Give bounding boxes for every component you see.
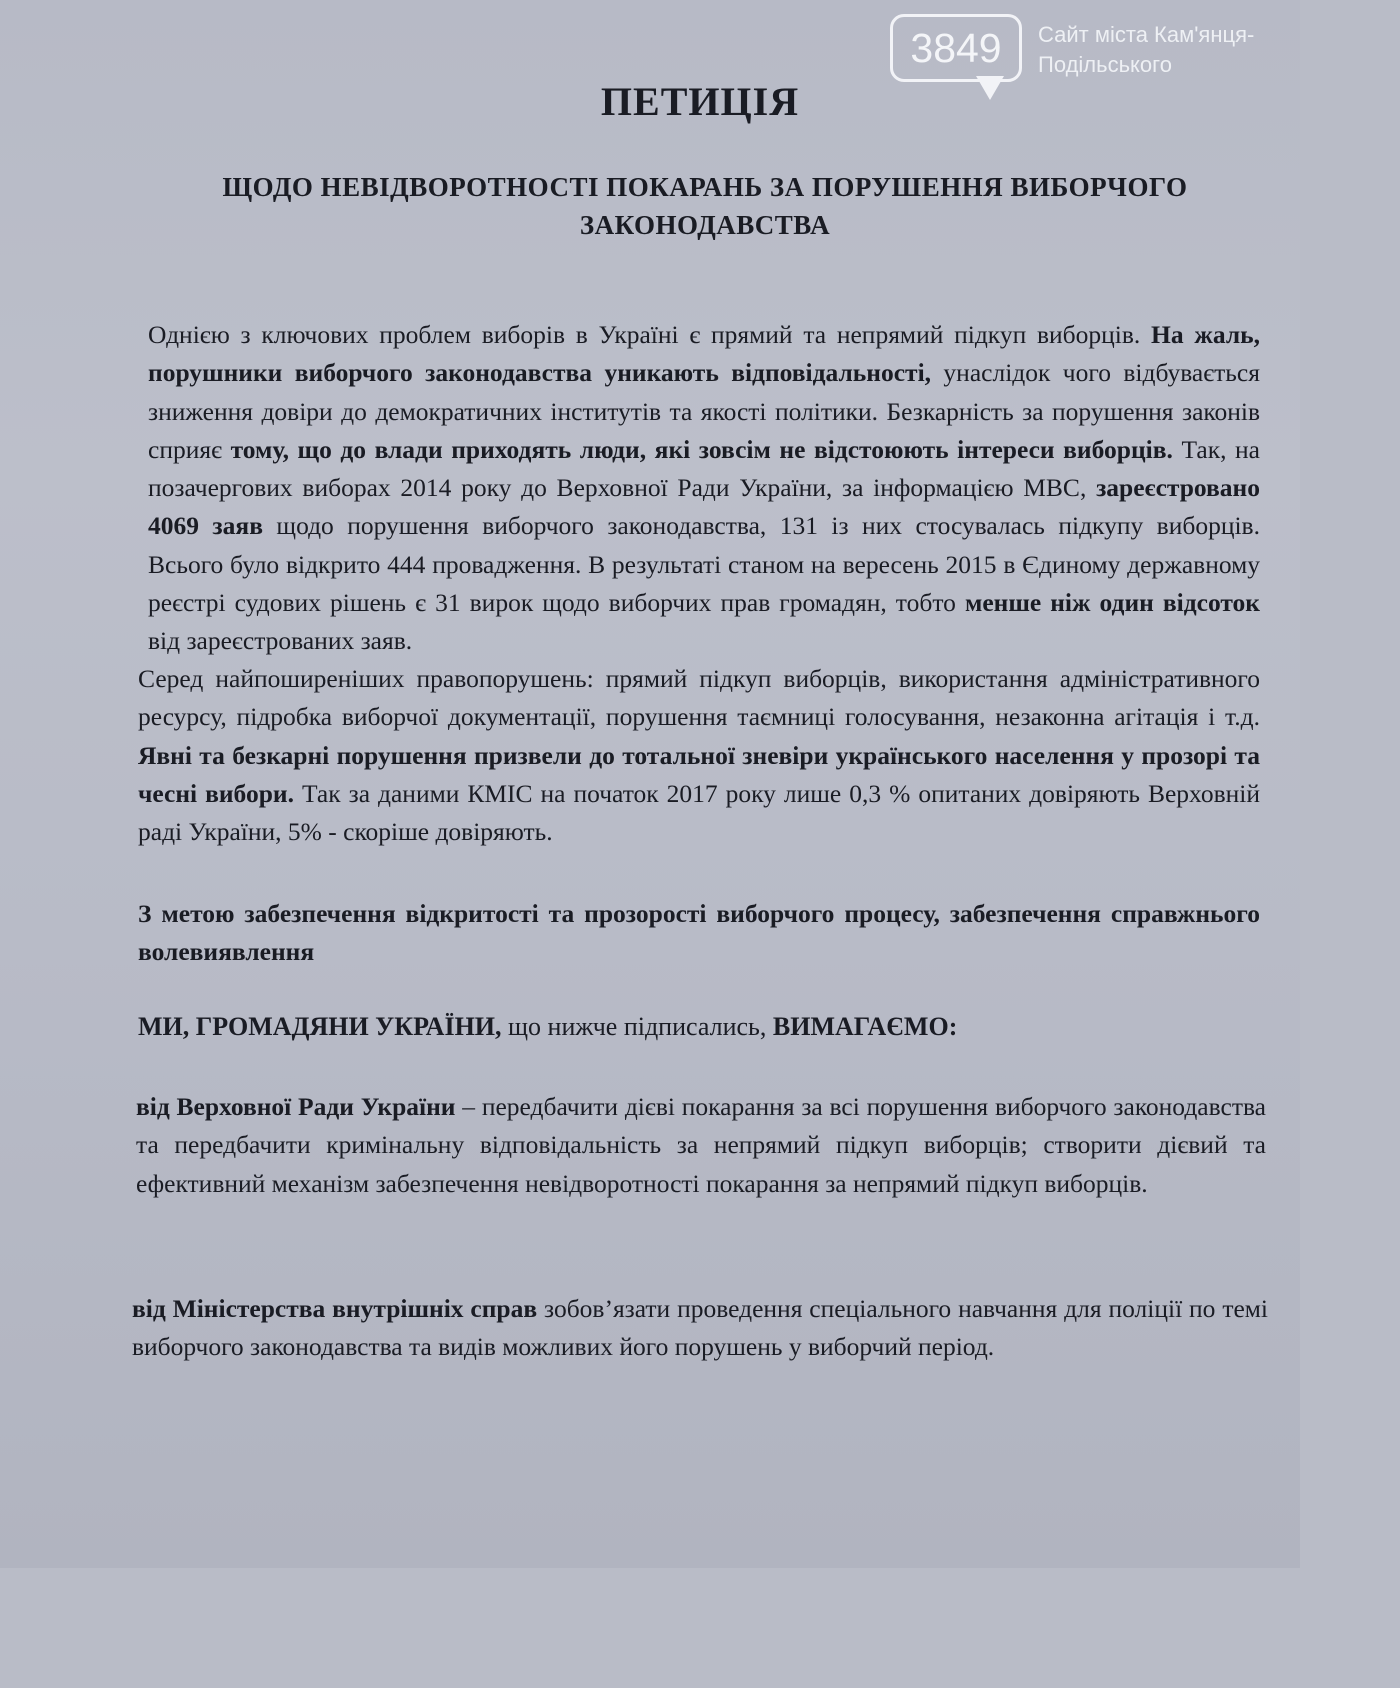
text-run: що нижче підписались, <box>501 1012 773 1041</box>
speech-bubble-logo-icon <box>890 14 1022 82</box>
text-run: щодо порушення виборчого законодавства, 131 із них стосувалась підкупу виборців. Всього було відкрито 444 провадження. В результаті станом на вересень 2015 в Єдиному державному реєстрі судових рішень є 31 вирок щодо виборчих прав громадян, тобто <box>148 511 1260 618</box>
text-run-bold: менше ніж один відсоток <box>964 588 1261 618</box>
text-run-bold: МИ, ГРОМАДЯНИ УКРАЇНИ, <box>138 1012 502 1041</box>
text-run: зобов’язати проведення спеціального навчання для поліції по темі виборчого законодавства та видів можливих його порушень у виборчий період. <box>132 1294 1268 1362</box>
text-run: від зареєстрованих заяв. <box>148 626 413 656</box>
text-run-bold: тому, що до влади приходять люди, які зовсім не відстоюють інтереси виборців. <box>230 434 1173 464</box>
text-run: Серед найпоширеніших правопорушень: прямий підкуп виборців, використання адміністративного ресурсу, підробка виборчої документації, порушення таємниці голосування, незаконна агітація і т.д. <box>138 664 1260 732</box>
text-run: унаслідок чого відбувається зниження довіри до демократичних інститутів та якості політики. Безкарність за порушення законів сприяє <box>148 358 1260 464</box>
text-run-bold: На жаль, порушники виборчого законодавства уникають відповідальності, <box>148 320 1260 388</box>
text-run-bold: З метою забезпечення відкритості та прозорості виборчого процесу, забезпечення справжнього волевиявлення <box>138 899 1260 967</box>
watermark-site-text: Сайт міста Кам'янця-Подільського <box>1038 22 1255 77</box>
paragraph-demand-parliament <box>66 1088 1266 1203</box>
text-run-bold: від Міністерства внутрішніх справ <box>132 1294 538 1323</box>
logo-number: 3849 <box>910 25 1002 71</box>
demand-heading <box>138 1008 1238 1046</box>
page-title: ПЕТИЦІЯ <box>600 79 800 124</box>
page-subtitle: ЩОДО НЕВІДВОРОТНОСТІ ПОКАРАНЬ ЗА ПОРУШЕННЯ ВИБОРЧОГО ЗАКОНОДАВСТВА <box>222 172 1188 240</box>
text-run: Однією з ключових проблем виборів в Україні є прямий та непрямий підкуп виборців. <box>148 320 1152 349</box>
paragraph-demand-ministry <box>62 1290 1268 1367</box>
paragraph-violations <box>78 660 1260 851</box>
text-run: – передбачити дієві покарання за всі порушення виборчого законодавства та передбачити кримінальну відповідальність за непрямий підкуп виборців; створити дієвий та ефективний механізм забезпечення невідворотності покарання за непрямий підкуп виборців. <box>136 1092 1266 1198</box>
text-run-bold: зареєстровано 4069 заяв <box>148 473 1260 541</box>
text-run-bold: Явні та безкарні порушення призвели до тотальної зневіри українського населення у прозорі та чесні вибори. <box>138 740 1260 808</box>
paragraph-purpose <box>78 895 1260 972</box>
paragraph-problem <box>78 316 1260 661</box>
text-run: Так за даними КМІС на початок 2017 року лише 0,3 % опитаних довіряють Верховній раді України, 5% - скоріше довіряють. <box>138 778 1261 847</box>
text-run: Так, на позачергових виборах 2014 року до Верховної Ради України, за інформацією МВС, <box>148 434 1260 503</box>
text-run-bold: ВИМАГАЄМО: <box>772 1012 958 1041</box>
text-run-bold: від Верховної Ради України <box>136 1092 456 1121</box>
